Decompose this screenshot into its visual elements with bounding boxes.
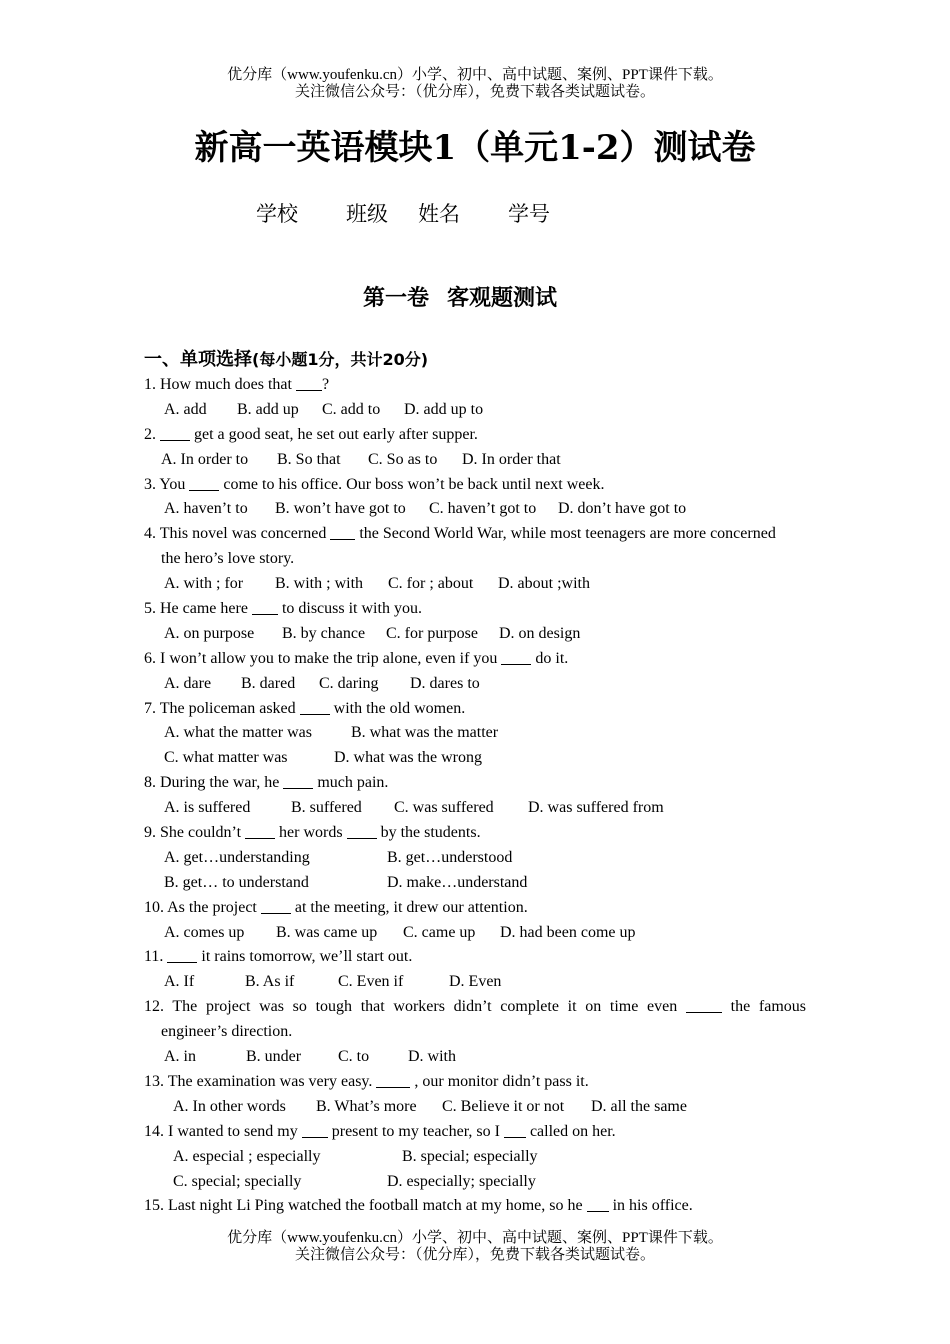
option-c: B. get… to understand [164,873,309,891]
option-b: B. won’t have got to [275,500,406,518]
answer-blank [261,896,291,914]
question-10-options [144,921,806,946]
footer-line-2: 关注微信公众号：（优分库），免费下载各类试题试卷。 [294,1247,655,1263]
info-name-label: 姓名 [418,202,460,226]
answer-blank [189,473,219,491]
page-title: 新高一英语模块1（单元1-2）测试卷 [194,128,756,168]
question-7-options [144,721,806,746]
question-8-options [144,796,806,821]
answer-blank [296,373,322,391]
option-c: C. for purpose [386,624,478,642]
option-a: A. in [164,1048,196,1066]
option-a: A. comes up [164,923,245,941]
option-b: B. under [246,1048,302,1066]
question-14: 14. I wanted to send my present to my teacher, so I called on her. [144,1120,806,1145]
answer-blank [686,995,722,1013]
answer-blank [504,1120,526,1138]
question-12-options [144,1045,806,1070]
question-5: 5. He came here to discuss it with you. [144,597,806,622]
option-c: C. to [338,1048,370,1066]
option-a: A. especial ; especially [173,1147,321,1165]
info-school-label: 学校 [256,202,298,226]
option-d: D. dares to [410,674,480,692]
option-a: A. In order to [161,450,249,468]
option-a: A. is suffered [164,799,251,817]
option-c: C. for ; about [388,575,474,593]
option-d: D. with [408,1048,456,1066]
header-line-1: 优分库（www.youfenku.cn）小学、初中、高中试题、案例、PPT课件下载。 [227,67,723,83]
option-a: A. dare [164,674,212,692]
answer-blank [330,522,355,540]
question-12-continued: engineer’s direction. [161,1023,293,1041]
option-d: D. Even [449,973,502,991]
answer-blank [300,697,330,715]
option-d: D. all the same [591,1097,687,1115]
page-footer [0,1230,950,1264]
option-c: C. special; specially [173,1172,302,1190]
question-13-options [144,1095,806,1120]
question-14-options-2 [144,1170,806,1195]
answer-blank [167,945,197,963]
question-3-options [144,497,806,522]
option-a: A. with ; for [164,575,244,593]
option-b: B. As if [245,973,295,991]
question-11: 11. it rains tomorrow, we’ll start out. [144,945,806,970]
option-b: B. get…understood [387,848,513,866]
question-5-options [144,622,806,647]
question-7: 7. The policeman asked with the old women. [144,697,806,722]
question-9-options-2 [144,871,806,896]
option-d: D. add up to [404,400,484,418]
question-4: 4. This novel was concerned the Second World War, while most teenagers are more concerned [144,522,806,547]
question-4-options [144,572,806,597]
option-a: A. what the matter was [164,724,312,742]
option-d: D. don’t have got to [558,500,687,518]
answer-blank [347,821,377,839]
option-c: C. was suffered [394,799,494,817]
answer-blank [501,647,531,665]
question-12: 12. The project was so tough that workers didn’t complete it on time even the famous [144,995,806,1020]
option-b: B. So that [277,450,341,468]
option-d: D. what was the wrong [334,749,482,767]
option-c: C. add to [322,400,381,418]
question-6: 6. I won’t allow you to make the trip alone, even if you do it. [144,647,806,672]
question-15: 15. Last night Li Ping watched the football match at my home, so he in his office. [144,1194,806,1219]
section-heading [144,348,428,372]
question-1: 1. How much does that ? [144,373,806,398]
option-b: B. add up [237,400,299,418]
question-10: 10. As the project at the meeting, it drew our attention. [144,896,806,921]
option-b: B. what was the matter [351,724,499,742]
answer-blank [283,771,313,789]
question-14-options [144,1145,806,1170]
option-c: C. So as to [368,450,438,468]
question-9: 9. She couldn’t her words by the students. [144,821,806,846]
answer-blank [252,597,278,615]
option-a: A. If [164,973,195,991]
section-note: (每小题1分，共计20分) [252,350,429,369]
header-line-2: 关注微信公众号：（优分库），免费下载各类试题试卷。 [294,84,655,100]
option-b: B. was came up [276,923,378,941]
option-a: A. In other words [173,1097,286,1115]
volume-part-1: 第一卷 [362,286,429,311]
question-3: 3. You come to his office. Our boss won’t be back until next week. [144,473,806,498]
option-c: C. daring [319,674,379,692]
answer-blank [160,423,190,441]
question-11-options [144,970,806,995]
question-13: 13. The examination was very easy. , our monitor didn’t pass it. [144,1070,806,1095]
option-d: D. In order that [462,450,561,468]
option-a: A. on purpose [164,624,255,642]
option-d: D. had been come up [500,923,636,941]
option-c: C. haven’t got to [429,500,537,518]
option-a: A. haven’t to [164,500,248,518]
option-c: C. what matter was [164,749,288,767]
option-a: A. add [164,400,207,418]
option-d: D. about ;with [498,575,590,593]
question-6-options [144,672,806,697]
answer-blank [376,1070,410,1088]
option-c: C. Even if [338,973,404,991]
option-b: B. suffered [291,799,362,817]
info-class-label: 班级 [346,202,388,226]
question-2: 2. get a good seat, he set out early after supper. [144,423,806,448]
option-a: A. get…understanding [164,848,310,866]
option-c: C. came up [403,923,476,941]
answer-blank [302,1120,328,1138]
question-8: 8. During the war, he much pain. [144,771,806,796]
page-header [0,67,950,101]
option-b: B. special; especially [402,1147,538,1165]
option-b: B. with ; with [275,575,364,593]
option-d: D. make…understand [387,873,528,891]
question-9-options [144,846,806,871]
question-7-options-2 [144,746,806,771]
section-label: 一、单项选择 [144,349,252,370]
option-d: D. on design [499,624,581,642]
answer-blank [245,821,275,839]
option-b: B. by chance [282,624,366,642]
footer-line-1: 优分库（www.youfenku.cn）小学、初中、高中试题、案例、PPT课件下载。 [227,1230,723,1246]
question-list [144,373,806,1219]
option-b: B. What’s more [316,1097,417,1115]
question-1-options [144,398,806,423]
volume-part-2: 客观题测试 [447,286,558,311]
question-4-continued: the hero’s love story. [161,550,295,568]
student-info-row [0,198,950,226]
info-number-label: 学号 [508,202,550,226]
option-d: D. was suffered from [528,799,664,817]
volume-heading [0,284,920,314]
question-2-options [144,448,806,473]
answer-blank [587,1194,609,1212]
option-b: B. dared [241,674,296,692]
option-c: C. Believe it or not [442,1097,565,1115]
option-d: D. especially; specially [387,1172,536,1190]
